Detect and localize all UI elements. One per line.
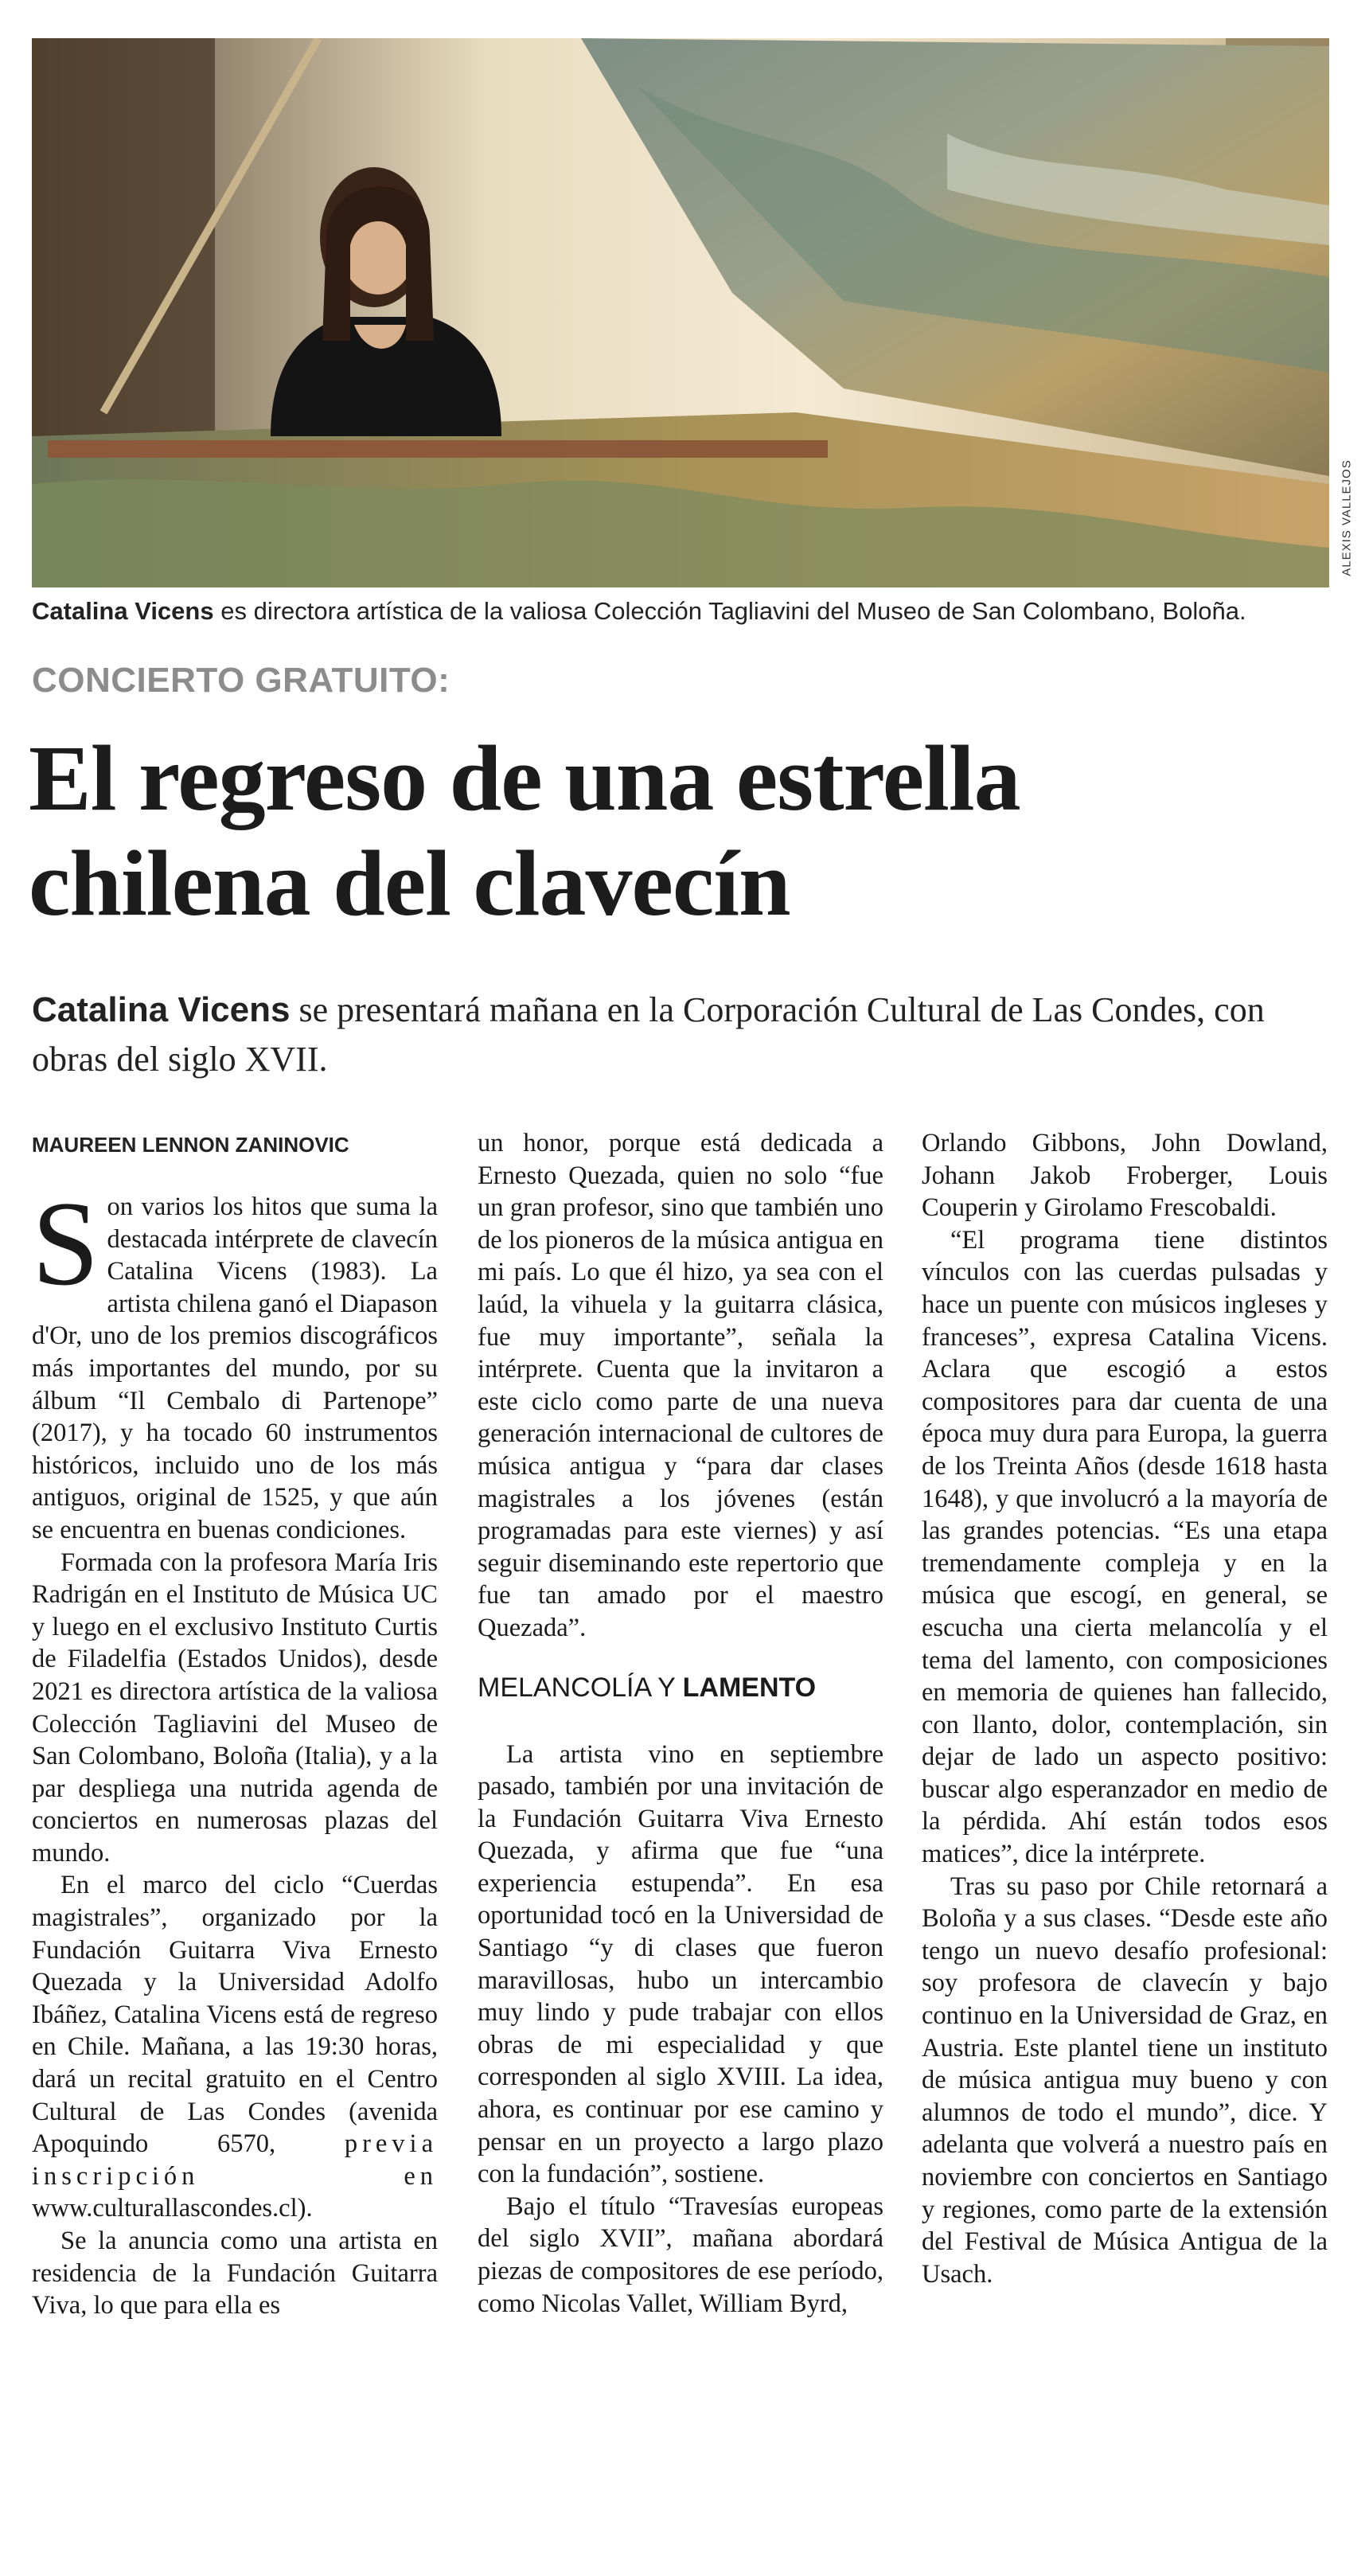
body-column-1 xyxy=(32,1177,439,2322)
caption-text: es directora artística de la valiosa Colección Tagliavini del Museo de San Colombano, Boloña. xyxy=(213,597,1246,625)
byline: MAUREEN LENNON ZANINOVIC xyxy=(32,1133,349,1157)
paragraph-1 xyxy=(32,1177,438,1547)
body-column-3 xyxy=(922,1127,1328,2290)
paragraph-3 xyxy=(32,1869,438,2225)
paragraph-8: Orlando Gibbons, John Dowland, Johann Jakob Froberger, Louis Couperin y Girolamo Frescobaldi. xyxy=(922,1129,1328,1223)
website-text: www.culturallascondes.cl). xyxy=(32,2194,313,2223)
harpsichord-photo-illustration xyxy=(32,38,1329,587)
headline xyxy=(29,726,1302,936)
photo-credit: ALEXIS VALLEJOS xyxy=(1340,459,1354,576)
subhead xyxy=(478,1672,883,1704)
caption-name: Catalina Vicens xyxy=(32,597,214,625)
photo-caption xyxy=(32,595,1337,627)
subhead-light: MELANCOLÍA Y xyxy=(478,1672,683,1703)
paragraph-4: Se la anuncia como una artista en residencia de la Fundación Guitarra Viva, lo que para ella es xyxy=(32,2227,438,2320)
deck-name: Catalina Vicens xyxy=(32,990,291,1029)
article-deck xyxy=(32,986,1337,1084)
paragraph-9: “El programa tiene distintos vínculos con las cuerdas pulsadas y hace un puente con músicos ingleses y franceses”, expresa Catalina Vicens. Aclara que escogió a estos compositores para dar cuenta de una época muy dura para Europa, la guerra de los Treinta Años (desde 1618 hasta 1648), y que involucró a la mayoría de las grandes potencias. “Es una etapa tremendamente compleja y en la música que escogí, en general, se escucha una cierta melancolía y el tema del lamento, con composiciones en memoria de quienes han fallecido, con llanto, dolor, contemplación, sin dejar de lado un aspecto positivo: buscar algo esperanzador en medio de la pérdida. Ahí están todos esos matices”, dice la intérprete. xyxy=(922,1225,1328,1869)
paragraph-10: Tras su paso por Chile retornará a Boloña y a sus clases. “Desde este año tengo un nuevo desafío profesional: soy profesora de clavecín y bajo continuo en la Universidad de Graz, en Austria. Este plantel tiene un instituto de música antigua muy bueno y con alumnos de todo el mundo”, dice. Y adelanta que volverá a nuestro país en noviembre con conciertos en Santiago y regiones, como parte de la extensión del Festival de Música Antigua de la Usach. xyxy=(922,1872,1328,2289)
paragraph-5: un honor, porque está dedicada a Ernesto Quezada, quien no solo “fue un gran profesor, sino que también uno de los pioneros de la música antigua en mi país. Lo que él hizo, ya sea con el laúd, la vihuela y la guitarra clásica, fue muy importante”, señala la intérprete. Cuenta que la invitaron a este ciclo como parte de una nueva generación internacional de cultores de música antigua y “para dar clases magistrales a los jóvenes (están programadas para este viernes) y así seguir diseminando este repertorio que fue tan amado por el maestro Quezada”. xyxy=(478,1129,883,1642)
paragraph-3-text: En el marco del ciclo “Cuerdas magistrales”, organizado por la Fundación Guitarra Viva Ernesto Quezada y la Universidad Adolfo Ibáñez, Catalina Vicens está de regreso en Chile. Mañana, a las 19:30 horas, dará un recital gratuito en el Centro Cultural de Las Condes (avenida Apoquindo 6570, xyxy=(32,1871,438,2159)
headline-line-1: El regreso de una estrella xyxy=(29,726,1020,830)
headline-line-2: chilena del clavecín xyxy=(29,831,790,935)
kicker: CONCIERTO GRATUITO: xyxy=(32,661,450,700)
article-photo xyxy=(32,38,1329,587)
drop-cap: S xyxy=(32,1177,99,1310)
subhead-bold: LAMENTO xyxy=(682,1672,817,1703)
deck-text: se presentará mañana en la Corporación Cultural de Las Condes, con obras del siglo XVII. xyxy=(32,990,1265,1079)
paragraph-6: La artista vino en septiembre pasado, también por una invitación de la Fundación Guitarra Viva Ernesto Quezada, y afirma que fue “una experiencia estupenda”. En esa oportunidad tocó en la Universidad de Santiago “y di clases que fueron maravillosas, hubo un intercambio muy lindo y pude trabajar con ellos obras de mi especialidad y que corresponden al siglo XVIII. La idea, ahora, es continuar por ese camino y pensar en un proyecto a largo plazo con la fundación”, sostiene. xyxy=(478,1739,883,2189)
body-column-2 xyxy=(478,1127,883,2320)
paragraph-7: Bajo el título “Travesías europeas del siglo XVII”, mañana abordará piezas de compositores de ese período, como Nicolas Vallet, William Byrd, xyxy=(478,2192,883,2318)
paragraph-1-text: on varios los hitos que suma la destacada intérprete de clavecín Catalina Vicens (1983). La artista chilena ganó el Diapason d'Or, uno de los premios discográficos más importantes del mundo, por su álbum “Il Cembalo di Partenope” (2017), y ha tocado 60 instrumentos históricos, incluido uno de los más antiguos, original de 1525, y que aún se encuentra en buenas condiciones. xyxy=(32,1192,438,1544)
paragraph-3-spaced: previa inscripción en xyxy=(32,2129,439,2191)
paragraph-2: Formada con la profesora María Iris Radrigán en el Instituto de Música UC y luego en el exclusivo Instituto Curtis de Filadelfia (Estados Unidos), desde 2021 es directora artística de la valiosa Colección Tagliavini del Museo de San Colombano, Boloña (Italia), y a la par despliega una nutrida agenda de conciertos en numerosas plazas del mundo. xyxy=(32,1548,438,1868)
